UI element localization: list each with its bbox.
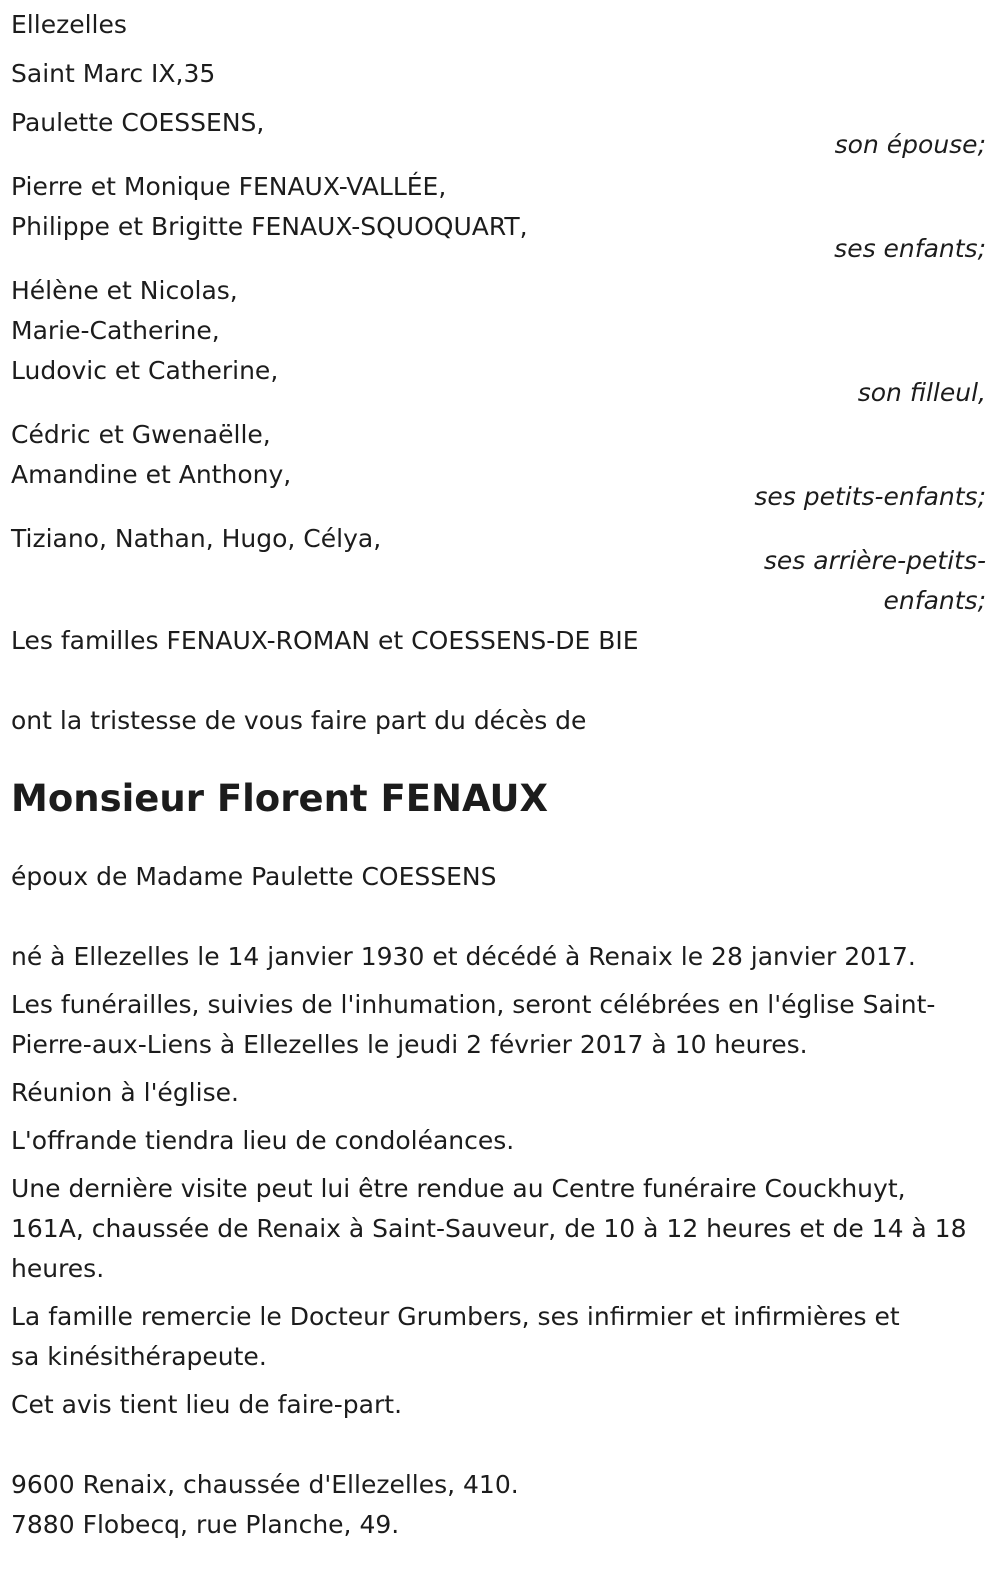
great-grandchildren-role-2: enfants; <box>883 586 986 615</box>
spouse-role: son épouse; <box>834 130 986 159</box>
offering-text: L'offrande tiendra lieu de condoléances. <box>11 1126 515 1155</box>
visit-line-1: Une dernière visite peut lui être rendue au Centre funéraire Couckhuyt, <box>11 1174 906 1203</box>
thanks-line-2: sa kinésithérapeute. <box>11 1342 267 1371</box>
great-grandchildren-names: Tiziano, Nathan, Hugo, Célya, <box>11 524 382 553</box>
visit-line-2: 161A, chaussée de Renaix à Saint-Sauveur, de 10 à 12 heures et de 14 à 18 <box>11 1214 967 1243</box>
funeral-line-1: Les funérailles, suivies de l'inhumation, seront célébrées en l'église Saint- <box>11 990 936 1019</box>
addresses <box>11 1465 986 1545</box>
header-verse: Saint Marc IX,35 <box>11 59 216 88</box>
children-role: ses enfants; <box>834 234 986 263</box>
family-great-grandchildren <box>11 519 986 621</box>
godchildren-role: son filleul, <box>857 378 986 407</box>
godchildren-name-3: Ludovic et Catherine, <box>11 356 279 385</box>
visit-text <box>11 1169 986 1289</box>
thanks-text <box>11 1297 986 1377</box>
header-place: Ellezelles <box>11 10 127 39</box>
godchildren-name-1: Hélène et Nicolas, <box>11 276 238 305</box>
deceased-name: Monsieur Florent FENAUX <box>11 777 549 820</box>
godchildren-name-2: Marie-Catherine, <box>11 316 220 345</box>
birth-death-text: né à Ellezelles le 14 janvier 1930 et décédé à Renaix le 28 janvier 2017. <box>11 942 916 971</box>
grandchildren-name-1: Cédric et Gwenaëlle, <box>11 420 271 449</box>
family-spouse <box>11 103 986 165</box>
grandchildren-name-2: Amandine et Anthony, <box>11 460 292 489</box>
deceased-relation: époux de Madame Paulette COESSENS <box>11 862 497 891</box>
children-name-1: Pierre et Monique FENAUX-VALLÉE, <box>11 172 447 201</box>
thanks-line-1: La famille remercie le Docteur Grumbers, ses infirmier et infirmières et <box>11 1302 900 1331</box>
address-2: 7880 Flobecq, rue Planche, 49. <box>11 1510 400 1539</box>
grandchildren-role: ses petits-enfants; <box>754 482 986 511</box>
family-godchildren <box>11 271 986 413</box>
funeral-line-2: Pierre-aux-Liens à Ellezelles le jeudi 2 février 2017 à 10 heures. <box>11 1030 808 1059</box>
funeral-text <box>11 985 986 1065</box>
family-grandchildren <box>11 415 986 517</box>
meeting-text: Réunion à l'église. <box>11 1078 239 1107</box>
announcement-text: ont la tristesse de vous faire part du décès de <box>11 706 587 735</box>
obituary-notice <box>11 5 986 1545</box>
notice-text: Cet avis tient lieu de faire-part. <box>11 1390 403 1419</box>
family-children <box>11 167 986 269</box>
spouse-name: Paulette COESSENS, <box>11 108 265 137</box>
great-grandchildren-role-1: ses arrière-petits- <box>763 546 986 575</box>
extended-families: Les familles FENAUX-ROMAN et COESSENS-DE BIE <box>11 626 639 655</box>
visit-line-3: heures. <box>11 1254 105 1283</box>
children-name-2: Philippe et Brigitte FENAUX-SQUOQUART, <box>11 212 528 241</box>
address-1: 9600 Renaix, chaussée d'Ellezelles, 410. <box>11 1470 519 1499</box>
